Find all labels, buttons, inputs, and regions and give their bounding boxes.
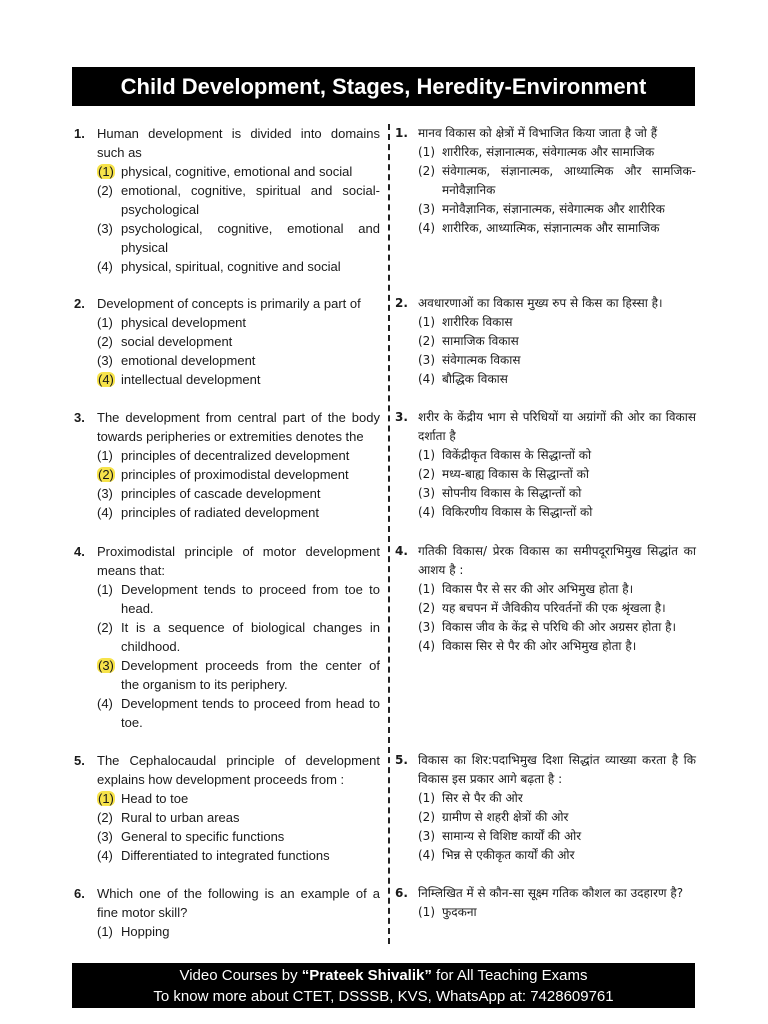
option: (3) General to specific functions <box>97 829 285 844</box>
option: (1) विकेंद्रीकृत विकास के सिद्धान्तों को <box>418 448 592 462</box>
page-title: Child Development, Stages, Heredity-Environment <box>72 67 695 106</box>
option: (1) physical development <box>97 315 247 330</box>
option: (1) शारीरिक विकास <box>418 315 513 329</box>
option: (1) Hopping <box>97 924 170 939</box>
option: (2) It is a sequence of biological changes in childhood. <box>97 620 380 654</box>
option: (1) Head to toe <box>98 791 189 806</box>
option: (3) सामान्य से विशिष्ट कार्यों की ओर <box>418 829 582 843</box>
question-en-6: 6. Which one of the following is an example of a fine motor skill? (1) Hopping <box>74 886 380 939</box>
question-hi-3: 3. शरीर के केंद्रीय भाग से परिधियों या अग्रांगों की ओर का विकास दर्शाता है (1) विकेंद्रीकृत विकास के सिद्धान्तों को (2) मध्य-बाह्य विकास के सिद्धान्तों को (3) सोपनीय विकास के सिद्धान्तों को (4) विकिरणीय विकास के सिद्धान्तों को <box>395 408 696 522</box>
question-hi-1: 1. मानव विकास को क्षेत्रों में विभाजित किया जाता है जो हैं (1) शारीरिक, संज्ञानात्मक, संवेगात्मक और सामाजिक (2) संवेगात्मक, संज्ञानात्मक, आध्यात्मिक और सामजिक-मनोवैज्ञानिक (3) मनोवैज्ञानिक, संज्ञानात्मक, संवेगात्मक और शारीरिक (4) शारीरिक, आध्यात्मिक, संज्ञानात्मक और सामाजिक <box>395 124 696 238</box>
option: (2) Rural to urban areas <box>97 810 240 825</box>
footer-banner <box>72 963 695 1008</box>
option: (3) emotional development <box>97 353 256 368</box>
option: (2) emotional, cognitive, spiritual and social-psychological <box>97 183 380 217</box>
question-hi-2: 2. अवधारणाओं का विकास मुख्य रुप से किस का हिस्सा है। (1) शारीरिक विकास (2) सामाजिक विकास (3) संवेगात्मक विकास (4) बौद्धिक विकास <box>395 294 696 389</box>
option: (3) मनोवैज्ञानिक, संज्ञानात्मक, संवेगात्मक और शारीरिक <box>418 202 665 216</box>
option: (3) Development proceeds from the center of the organism to its periphery. <box>98 658 380 692</box>
option: (2) principles of proximodistal development <box>98 467 349 482</box>
option: (1) फुदकना <box>418 905 477 919</box>
question-hi-5: 5. विकास का शिर:पदाभिमुख दिशा सिद्धांत व्याख्या करता है कि विकास इस प्रकार आगे बढ़ता है : (1) सिर से पैर की ओर (2) ग्रामीण से शहरी क्षेत्रों की ओर (3) सामान्य से विशिष्ट कार्यों की ओर (4) भिन्न से एकीकृत कार्यों की ओर <box>395 751 696 865</box>
option: (4) भिन्न से एकीकृत कार्यों की ओर <box>418 848 575 862</box>
option-number-answer: (4) <box>98 372 114 387</box>
option-number-answer: (1) <box>98 164 114 179</box>
option: (4) बौद्धिक विकास <box>418 372 508 386</box>
question-en-4: 4. Proximodistal principle of motor development means that: (1) Development tends to proceed from toe to head. (2) It is a sequence of biological changes in childhood. (3) Development proceeds from the center of the organism to its periphery. (4) Development tends to proceed from head to toe. <box>74 544 380 730</box>
option: (1) शारीरिक, संज्ञानात्मक, संवेगात्मक और सामाजिक <box>418 145 655 159</box>
option: (1) विकास पैर से सर की ओर अभिमुख होता है। <box>418 582 634 596</box>
option: (1) सिर से पैर की ओर <box>418 791 523 805</box>
option: (4) principles of radiated development <box>97 505 320 520</box>
option: (2) social development <box>97 334 233 349</box>
option: (2) ग्रामीण से शहरी क्षेत्रों की ओर <box>418 810 569 824</box>
option: (4) Development tends to proceed from head to toe. <box>97 696 380 730</box>
option: (1) Development tends to proceed from toe to head. <box>97 582 380 616</box>
question-number: 1. <box>74 126 85 141</box>
footer-line-1: Video Courses by “Prateek Shivalik” for All Teaching Exams <box>179 967 588 984</box>
option: (3) principles of cascade development <box>97 486 321 501</box>
option-number-answer: (2) <box>98 467 114 482</box>
column-divider <box>388 124 390 944</box>
option: (4) Differentiated to integrated functions <box>97 848 330 863</box>
option: (3) विकास जीव के केंद्र से परिधि की ओर अग्रसर होता है। <box>418 620 677 634</box>
option: (4) intellectual development <box>98 372 261 387</box>
question-hi-4: 4. गतिकी विकास/ प्रेरक विकास का समीपदूराभिमुख सिद्धांत का आशय है : (1) विकास पैर से सर की ओर अभिमुख होता है। (2) यह बचपन में जैविकीय परिवर्तनों की एक श्रृंखला है। (3) विकास जीव के केंद्र से परिधि की ओर अग्रसर होता है। (4) विकास सिर से पैर की ओर अभिमुख होता है। <box>395 542 696 656</box>
option: (1) physical, cognitive, emotional and social <box>98 164 353 179</box>
option: (1) principles of decentralized development <box>97 448 350 463</box>
option: (3) संवेगात्मक विकास <box>418 353 521 367</box>
author-name: “Prateek Shivalik” <box>301 967 432 984</box>
question-en-1 <box>74 124 380 276</box>
option: (2) संवेगात्मक, संज्ञानात्मक, आध्यात्मिक और सामजिक-मनोवैज्ञानिक <box>418 164 696 197</box>
option: (4) विकिरणीय विकास के सिद्धान्तों को <box>418 505 593 519</box>
option: (3) psychological, cognitive, emotional and physical <box>97 221 380 255</box>
footer-line-2: To know more about CTET, DSSSB, KVS, WhatsApp at: 7428609761 <box>153 988 614 1005</box>
option: (2) यह बचपन में जैविकीय परिवर्तनों की एक श्रृंखला है। <box>418 601 666 615</box>
question-en-2: 2. Development of concepts is primarily a part of (1) physical development (2) social development (3) emotional development (4) intellectual development <box>74 294 380 389</box>
question-text: Human development is divided into domains such as <box>97 126 380 160</box>
question-hi-6: 6. निम्लिखित में से कौन-सा सूक्ष्म गतिक कौशल का उदहारण है? (1) फुदकना <box>395 884 696 922</box>
question-en-5: 5. The Cephalocaudal principle of development explains how development proceeds from : (1) Head to toe (2) Rural to urban areas (3) General to specific functions (4) Differentiated to integrated functions <box>74 753 380 863</box>
option: (3) सोपनीय विकास के सिद्धान्तों को <box>418 486 582 500</box>
option: (2) सामाजिक विकास <box>418 334 519 348</box>
option: (4) विकास सिर से पैर की ओर अभिमुख होता है। <box>418 639 637 653</box>
option-number-answer: (3) <box>98 658 114 673</box>
option-number-answer: (1) <box>98 791 114 806</box>
question-en-3: 3. The development from central part of the body towards peripheries or extremities denotes the (1) principles of decentralized development (2) principles of proximodistal development (3) principles of cascade development (4) principles of radiated development <box>74 410 380 520</box>
option: (2) मध्य-बाह्य विकास के सिद्धान्तों को <box>418 467 589 481</box>
option: (4) शारीरिक, आध्यात्मिक, संज्ञानात्मक और सामाजिक <box>418 221 660 235</box>
option: (4) physical, spiritual, cognitive and social <box>97 259 341 274</box>
